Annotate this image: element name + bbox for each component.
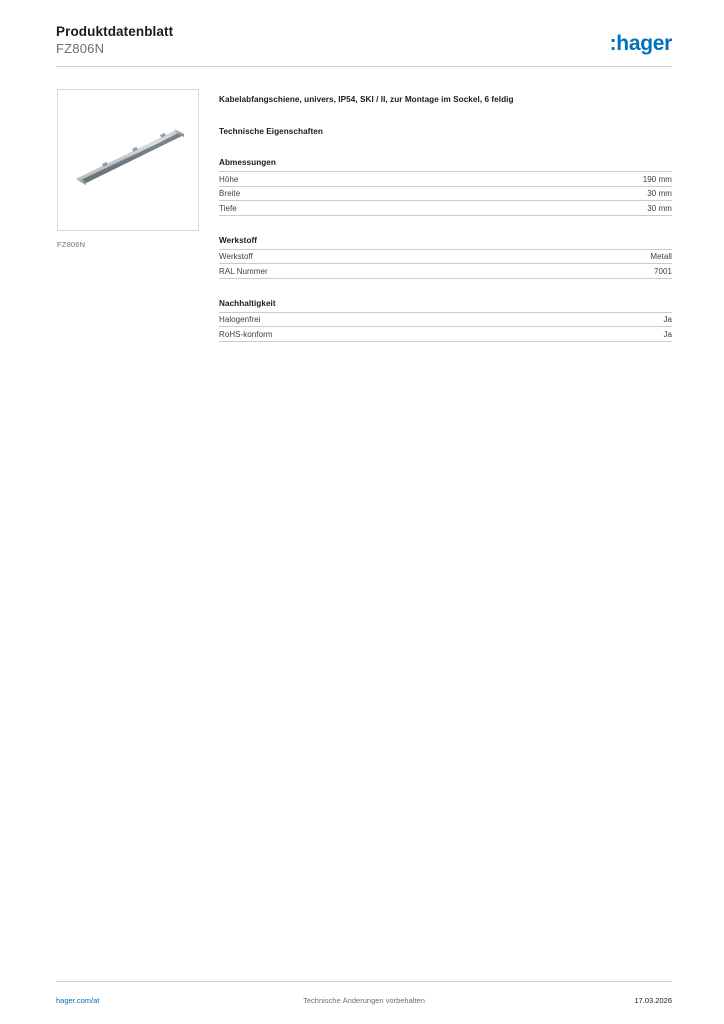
cable-clamp-rail-icon xyxy=(72,126,190,188)
spec-value: Ja xyxy=(446,327,673,342)
product-image-column xyxy=(57,89,201,249)
table-row xyxy=(219,312,672,327)
spec-group xyxy=(219,299,672,342)
table-row xyxy=(219,327,672,342)
page-title: Produktdatenblatt xyxy=(56,24,174,39)
footer-divider xyxy=(56,981,672,982)
spec-group-title: Abmessungen xyxy=(219,158,276,167)
technical-properties-heading: Technische Eigenschaften xyxy=(219,127,323,136)
spec-value: 30 mm xyxy=(446,201,673,216)
specifications-column xyxy=(219,94,672,342)
spec-group-title: Nachhaltigkeit xyxy=(219,298,276,308)
spec-group xyxy=(219,236,672,279)
spec-label: RoHS-konform xyxy=(219,327,446,342)
product-image-caption: FZ806N xyxy=(57,240,86,249)
spec-label: RAL Nummer xyxy=(219,264,446,279)
footer-note: Technische Änderungen vorbehalten xyxy=(303,996,425,1005)
spec-label: Breite xyxy=(219,186,446,201)
page-header xyxy=(56,24,672,66)
hager-logo: :hager xyxy=(609,32,672,55)
spec-table xyxy=(219,171,672,216)
table-row xyxy=(219,264,672,279)
spec-label: Werkstoff xyxy=(219,249,446,264)
spec-value: Metall xyxy=(446,249,673,264)
spec-label: Halogenfrei xyxy=(219,312,446,327)
spec-group xyxy=(219,158,672,216)
product-image-frame xyxy=(57,89,199,231)
website-link[interactable]: hager.com/at xyxy=(56,996,100,1005)
spec-value: 7001 xyxy=(446,264,673,279)
table-row xyxy=(219,186,672,201)
spec-table xyxy=(219,312,672,342)
spec-value: Ja xyxy=(446,312,673,327)
spec-label: Höhe xyxy=(219,172,446,187)
header-divider xyxy=(56,66,672,67)
spec-group-title: Werkstoff xyxy=(219,235,258,245)
spec-value: 30 mm xyxy=(446,186,673,201)
table-row xyxy=(219,201,672,216)
footer-date: 17.03.2026 xyxy=(634,996,672,1005)
spec-table xyxy=(219,249,672,279)
page-subtitle: FZ806N xyxy=(56,41,105,56)
page-footer xyxy=(56,996,672,1008)
spec-value: 190 mm xyxy=(446,172,673,187)
table-row xyxy=(219,172,672,187)
table-row xyxy=(219,249,672,264)
product-description: Kabelabfangschiene, univers, IP54, SKI / II, zur Montage im Sockel, 6 feldig xyxy=(219,95,514,104)
spec-label: Tiefe xyxy=(219,201,446,216)
